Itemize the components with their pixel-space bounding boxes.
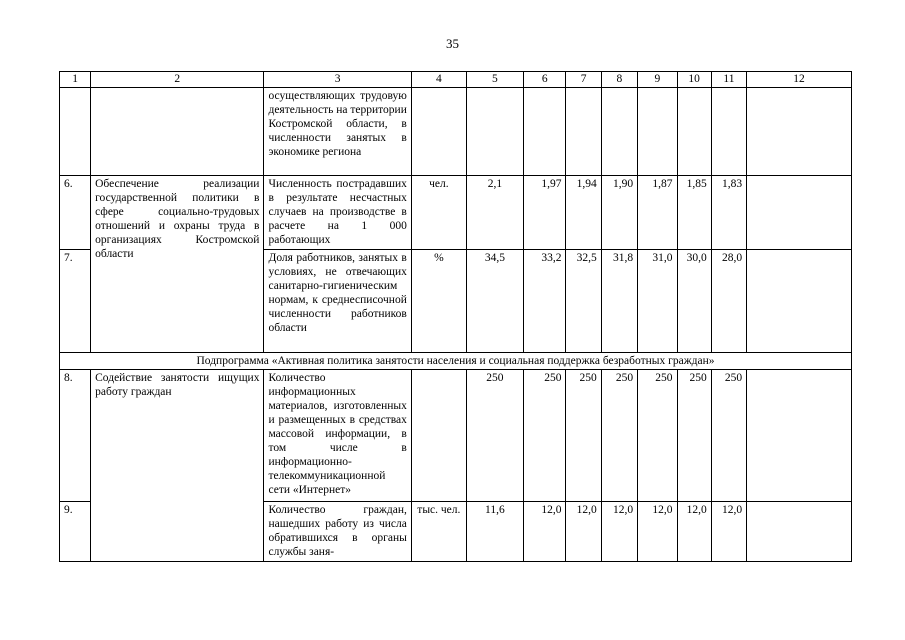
value-cell: 11,6 xyxy=(466,502,523,562)
value-cell: 30,0 xyxy=(677,250,711,353)
column-header: 10 xyxy=(677,72,711,88)
indicator-text: Количество граждан, нашедших работу из числа обратившихся в органы службы заня- xyxy=(264,502,411,562)
row-number: 9. xyxy=(60,502,91,562)
indicator-text: осуществляющих трудовую деятельность на территории Костромской области, в численности занятых в экономике региона xyxy=(264,88,411,176)
indicators-table xyxy=(59,71,852,562)
value-cell: 31,0 xyxy=(638,250,677,353)
value-cell xyxy=(747,370,852,502)
column-header: 4 xyxy=(411,72,466,88)
table-row xyxy=(60,370,852,502)
column-header: 12 xyxy=(747,72,852,88)
indicator-text: Доля работников, занятых в условиях, не отвечающих санитарно-гигиеническим нормам, к среднесписочной численности работников области xyxy=(264,250,411,353)
unit-cell xyxy=(411,370,466,502)
value-cell: 12,0 xyxy=(711,502,746,562)
value-cell: 28,0 xyxy=(711,250,746,353)
value-cell: 250 xyxy=(638,370,677,502)
measure-text: Обеспечение реализации государственной политики в сфере социально-трудовых отношений и охраны труда в организациях Костромской области xyxy=(91,176,264,353)
value-cell: 33,2 xyxy=(523,250,566,353)
indicator-text: Численность пострадавших в результате несчастных случаев на производстве в расчете на 1 000 работающих xyxy=(264,176,411,250)
header-row xyxy=(60,72,852,88)
value-cell: 250 xyxy=(523,370,566,502)
row-number: 7. xyxy=(60,250,91,353)
value-cell: 1,90 xyxy=(601,176,637,250)
value-cell xyxy=(747,502,852,562)
column-header: 7 xyxy=(566,72,601,88)
column-header: 5 xyxy=(466,72,523,88)
row-number: 8. xyxy=(60,370,91,502)
value-cell: 1,94 xyxy=(566,176,601,250)
value-cell: 250 xyxy=(601,370,637,502)
column-header: 1 xyxy=(60,72,91,88)
column-header: 8 xyxy=(601,72,637,88)
column-header: 6 xyxy=(523,72,566,88)
value-cell: 2,1 xyxy=(466,176,523,250)
row-number: 6. xyxy=(60,176,91,250)
subprogram-row xyxy=(60,353,852,370)
measure-text: Содействие занятости ищущих работу граждан xyxy=(91,370,264,562)
table-row-continuation xyxy=(60,88,852,176)
unit-cell: тыс. чел. xyxy=(411,502,466,562)
indicator-text: Количество информационных материалов, изготовленных и размещенных в средствах массовой информации, в том числе в информационно-телекоммуникационной сети «Интернет» xyxy=(264,370,411,502)
value-cell: 34,5 xyxy=(466,250,523,353)
value-cell: 250 xyxy=(677,370,711,502)
column-header: 2 xyxy=(91,72,264,88)
value-cell: 12,0 xyxy=(523,502,566,562)
value-cell: 250 xyxy=(711,370,746,502)
value-cell: 12,0 xyxy=(638,502,677,562)
page-number: 35 xyxy=(446,36,459,51)
subprogram-title: Подпрограмма «Активная политика занятости населения и социальная поддержка безработных граждан» xyxy=(60,353,852,370)
table-row xyxy=(60,176,852,250)
value-cell: 1,87 xyxy=(638,176,677,250)
value-cell: 250 xyxy=(566,370,601,502)
value-cell xyxy=(747,176,852,250)
value-cell: 12,0 xyxy=(677,502,711,562)
value-cell: 1,83 xyxy=(711,176,746,250)
column-header: 11 xyxy=(711,72,746,88)
column-header: 3 xyxy=(264,72,411,88)
value-cell: 250 xyxy=(466,370,523,502)
unit-cell: чел. xyxy=(411,176,466,250)
value-cell: 1,85 xyxy=(677,176,711,250)
value-cell xyxy=(747,250,852,353)
value-cell: 12,0 xyxy=(601,502,637,562)
value-cell: 31,8 xyxy=(601,250,637,353)
unit-cell: % xyxy=(411,250,466,353)
value-cell: 32,5 xyxy=(566,250,601,353)
column-header: 9 xyxy=(638,72,677,88)
value-cell: 1,97 xyxy=(523,176,566,250)
value-cell: 12,0 xyxy=(566,502,601,562)
